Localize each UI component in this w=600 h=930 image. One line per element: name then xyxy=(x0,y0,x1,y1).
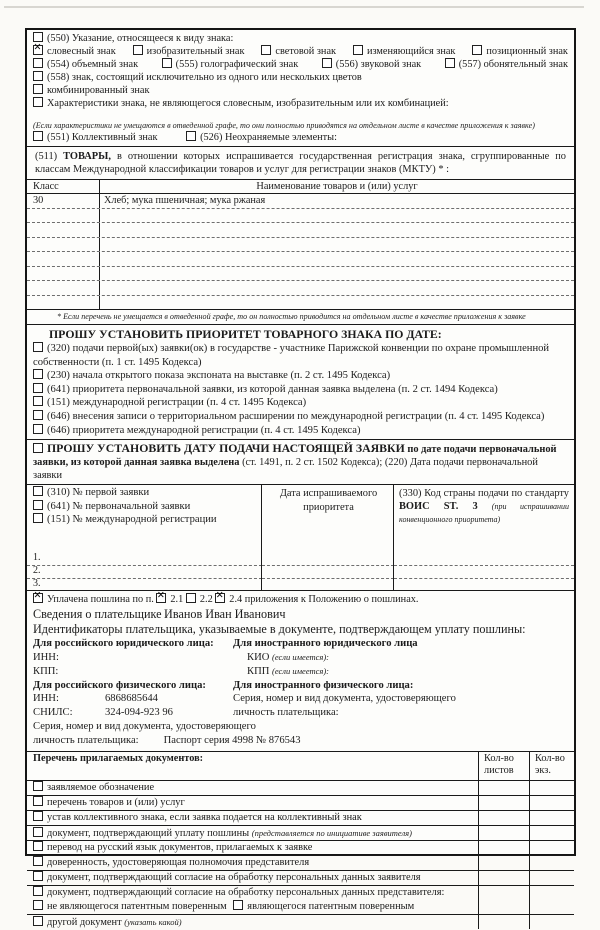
label-641-number: (641) № первоначальной заявки xyxy=(47,500,191,512)
doc-row-goods-list xyxy=(27,795,574,810)
section-mark-type xyxy=(27,30,574,146)
goods-col-name-header: Наименование товаров и (или) услуг xyxy=(256,181,418,192)
label-doc-other: другой документ xyxy=(47,916,122,928)
payer-ids-heading: Идентификаторы плательщика, указываемые в документе, подтверждающем уплату пошлины: xyxy=(33,622,526,637)
doc-row-other xyxy=(27,914,574,929)
checkbox-priority-151[interactable] xyxy=(33,396,43,406)
kio-note: (если имеется): xyxy=(272,651,330,662)
option-555 xyxy=(162,58,299,71)
checkbox-combined-mark[interactable] xyxy=(33,84,43,94)
section-goods xyxy=(27,146,574,324)
doc-row-fee-payment xyxy=(27,825,574,840)
goods-empty-row[interactable] xyxy=(27,281,574,296)
documents-heading: Перечень прилагаемых документов: xyxy=(27,752,479,780)
goods-name-value: Хлеб; мука пшеничная; мука ржаная xyxy=(104,195,266,206)
checkbox-557[interactable] xyxy=(445,58,455,68)
inn-line xyxy=(33,651,233,665)
checkbox-fee-2-1[interactable] xyxy=(156,593,166,603)
option-551 xyxy=(33,132,158,143)
kpp-line xyxy=(33,665,233,679)
copies-cell[interactable] xyxy=(530,795,574,810)
copies-cell[interactable] xyxy=(530,855,574,870)
checkbox-558[interactable] xyxy=(33,71,43,81)
line-combined xyxy=(33,84,568,97)
country-code-standard: ВОИС ST. 3 xyxy=(399,501,478,513)
sheets-cell[interactable] xyxy=(479,795,530,810)
checkbox-changing-mark[interactable] xyxy=(353,45,363,55)
label-not-patent-attorney: не являющегося патентным поверенным xyxy=(47,900,227,912)
ru-legal-col xyxy=(33,637,233,720)
sheets-cell[interactable] xyxy=(479,885,530,914)
label-doc-charter: устав коллективного знака, если заявка подается на коллективный знак xyxy=(47,811,362,823)
payer-label: Сведения о плательщике xyxy=(33,607,162,622)
section-documents xyxy=(27,751,574,929)
label-555: (555) голографический знак xyxy=(175,59,299,70)
label-doc-designation: заявляемое обозначение xyxy=(47,781,155,793)
label-position-mark: позиционный знак xyxy=(486,46,568,57)
label-changing-mark: изменяющийся знак xyxy=(366,46,456,57)
checkbox-555[interactable] xyxy=(162,58,172,68)
mark-kinds-row-1 xyxy=(33,45,568,58)
ru-legal-heading: Для российского юридического лица: xyxy=(33,638,214,650)
label-doc-fee-payment: документ, подтверждающий уплату пошлины xyxy=(47,827,250,839)
copies-cell[interactable] xyxy=(530,781,574,795)
checkbox-word-mark[interactable] xyxy=(33,45,43,55)
goods-code: (511) xyxy=(35,151,58,162)
snils-label: СНИЛС: xyxy=(33,707,73,719)
checkbox-light-mark[interactable] xyxy=(261,45,271,55)
kpp-label: КПП: xyxy=(33,665,59,677)
label-combined-mark: комбинированный знак xyxy=(47,85,150,96)
characteristics-note: (Если характеристики не умещаются в отведенной графе, то они полностью приводятся на отдельном листе в качестве приложения к заявке) xyxy=(33,121,535,130)
option-position-mark xyxy=(472,45,568,58)
filing-date-rest: (ст. 1491, п. 2 ст. 1502 Кодекса); (220) Дата подачи первоначальной заявки xyxy=(33,457,538,482)
snils-line xyxy=(33,706,233,720)
priority-table-row-3[interactable] xyxy=(27,577,574,590)
checkbox-310[interactable] xyxy=(33,486,43,496)
sheets-cell[interactable] xyxy=(479,825,530,840)
goods-empty-row[interactable] xyxy=(27,209,574,224)
goods-empty-row[interactable] xyxy=(27,252,574,267)
checkbox-not-patent-attorney[interactable] xyxy=(33,900,43,910)
checkbox-526-disclaimed[interactable] xyxy=(186,131,196,141)
checkbox-doc-applicant-consent[interactable] xyxy=(33,871,43,881)
doc-row-applicant-consent xyxy=(27,870,574,885)
label-figurative-mark: изобразительный знак xyxy=(146,46,245,57)
copies-cell[interactable] xyxy=(530,870,574,885)
label-526: (526) Неохраняемые элементы: xyxy=(200,132,337,143)
ru-individual-heading: Для российского физического лица: xyxy=(33,679,206,691)
sheets-cell[interactable] xyxy=(479,810,530,825)
filing-date-bold-large: ПРОШУ УСТАНОВИТЬ ДАТУ ПОДАЧИ НАСТОЯЩЕЙ ЗАЯВКИ xyxy=(47,441,405,456)
label-556: (556) звуковой знак xyxy=(335,59,422,70)
line-558 xyxy=(33,71,568,84)
priority-row-number: 1. xyxy=(27,551,262,566)
fee-paid-label: Уплачена пошлина по п. xyxy=(47,594,154,606)
kio-line xyxy=(233,651,568,665)
characteristics-blank-space[interactable] xyxy=(33,110,568,120)
section-fee-payer xyxy=(27,590,574,751)
foreign-col xyxy=(233,637,568,720)
checkbox-priority-646-intl[interactable] xyxy=(33,424,43,434)
goods-col-class-header: Класс xyxy=(27,180,100,193)
checkbox-doc-power-of-attorney[interactable] xyxy=(33,856,43,866)
option-light-mark xyxy=(261,45,336,58)
label-patent-attorney: являющегося патентным поверенным xyxy=(247,900,415,912)
checkbox-priority-641[interactable] xyxy=(33,383,43,393)
trademark-application-form xyxy=(25,28,576,928)
payer-line xyxy=(33,607,568,622)
section-priority xyxy=(27,324,574,439)
country-code-cell[interactable] xyxy=(394,577,574,591)
priority-item-641 xyxy=(33,383,568,397)
copies-cell[interactable] xyxy=(530,885,574,914)
foreign-legal-heading: Для иностранного юридического лица xyxy=(233,638,418,650)
goods-empty-row[interactable] xyxy=(27,238,574,253)
goods-row-filled[interactable] xyxy=(27,194,574,209)
documents-table-header xyxy=(27,752,574,781)
priority-row-number: 2. xyxy=(27,564,262,579)
checkbox-550[interactable] xyxy=(33,32,43,42)
doc-row-representative-consent xyxy=(27,885,574,914)
inn2-label: ИНН: xyxy=(33,693,59,705)
pt-item-310 xyxy=(33,486,257,500)
checkbox-fee-paid[interactable] xyxy=(33,593,43,603)
pt-item-151 xyxy=(33,513,257,527)
checkbox-fee-2-4[interactable] xyxy=(215,593,225,603)
passport-value[interactable]: Паспорт серия 4998 № 876543 xyxy=(163,735,301,747)
snils-value[interactable]: 324-094-923 96 xyxy=(105,707,173,719)
priority-table-header xyxy=(27,485,574,551)
fee-line xyxy=(33,593,568,606)
kio-label: КИО xyxy=(247,651,270,663)
inn2-value[interactable]: 6868685644 xyxy=(105,693,158,705)
goods-empty-row[interactable] xyxy=(27,267,574,282)
checkbox-fee-2-2[interactable] xyxy=(186,593,196,603)
checkbox-doc-charter[interactable] xyxy=(33,811,43,821)
goods-footnote: * Если перечень не умещается в отведенной графе, то он полностью приводится на отдельном листе в качестве приложения к заявке xyxy=(27,309,574,324)
col-sheets-header: Кол-во листов xyxy=(479,752,530,780)
checkbox-characteristics[interactable] xyxy=(33,97,43,107)
line-551-526 xyxy=(33,131,568,144)
checkbox-priority-320[interactable] xyxy=(33,342,43,352)
label-551: (551) Коллективный знак xyxy=(47,132,158,143)
priority-table-col1 xyxy=(27,485,262,551)
kpp2-note: (если имеется): xyxy=(272,665,330,676)
label-310: (310) № первой заявки xyxy=(47,487,150,499)
option-changing-mark xyxy=(353,45,455,58)
goods-intro-paragraph xyxy=(33,149,568,179)
label-priority-646b: (646) приоритета международной регистрации (п. 4 ст. 1495 Кодекса) xyxy=(47,424,361,436)
checkbox-doc-translation[interactable] xyxy=(33,841,43,851)
checkbox-doc-representative-consent[interactable] xyxy=(33,886,43,896)
priority-table xyxy=(27,485,574,590)
goods-table xyxy=(27,179,574,309)
label-557: (557) обонятельный знак xyxy=(458,59,568,70)
checkbox-doc-fee-payment[interactable] xyxy=(33,827,43,837)
label-doc-goods-list: перечень товаров и (или) услуг xyxy=(47,796,185,808)
doc-row-designation xyxy=(27,781,574,795)
copies-cell[interactable] xyxy=(530,810,574,825)
checkbox-641-number[interactable] xyxy=(33,500,43,510)
fee-suffix: приложения к Положению о пошлинах. xyxy=(244,594,419,606)
label-550: (550) Указание, относящееся к виду знака: xyxy=(47,33,234,44)
option-word-mark xyxy=(33,45,116,58)
label-priority-646a: (646) внесения записи о территориальном расширении по международной регистрации (п. 4 ст. 1495 Кодекса) xyxy=(47,410,545,422)
label-554: (554) объемный знак xyxy=(47,59,139,70)
filing-date-text xyxy=(33,442,568,482)
label-doc-translation: перевод на русский язык документов, прилагаемых к заявке xyxy=(47,841,313,853)
copies-cell[interactable] xyxy=(530,825,574,840)
ru-doc-line1: Серия, номер и вид документа, удостоверяющего xyxy=(33,720,256,732)
checkbox-151-number[interactable] xyxy=(33,513,43,523)
checkbox-551-collective[interactable] xyxy=(33,131,43,141)
label-doc-representative-consent: документ, подтверждающий согласие на обработку персональных данных представителя: xyxy=(47,886,445,898)
payer-name-value[interactable]: Иванов Иван Иванович xyxy=(164,607,286,622)
foreign-doc-line1: Серия, номер и вид документа, удостоверяющего xyxy=(233,693,456,705)
country-code-column-header xyxy=(394,485,574,551)
sheets-cell[interactable] xyxy=(479,870,530,885)
fee-2-4-label: 2.4 xyxy=(229,594,243,606)
label-word-mark: словесный знак xyxy=(47,46,116,57)
fee-2-2-label: 2.2 xyxy=(199,594,213,606)
checkbox-doc-designation[interactable] xyxy=(33,781,43,791)
documents-table xyxy=(27,752,574,929)
line-550 xyxy=(33,32,568,45)
note-doc-other: (указать какой) xyxy=(124,916,182,927)
label-doc-applicant-consent: документ, подтверждающий согласие на обработку персональных данных заявителя xyxy=(47,871,421,883)
checkbox-patent-attorney[interactable] xyxy=(233,900,243,910)
ru-doc-label: личность плательщика: xyxy=(33,735,139,747)
pt-item-641 xyxy=(33,500,257,514)
checkbox-doc-other[interactable] xyxy=(33,916,43,926)
doc-row-charter xyxy=(27,810,574,825)
checkbox-554[interactable] xyxy=(33,58,43,68)
priority-item-646b xyxy=(33,424,568,438)
priority-heading: ПРОШУ УСТАНОВИТЬ ПРИОРИТЕТ ТОВАРНОГО ЗНАКА ПО ДАТЕ: xyxy=(49,327,442,341)
priority-item-646a xyxy=(33,410,568,424)
col-copies-header: Кол-во экз. xyxy=(535,752,565,777)
goods-table-header xyxy=(27,180,574,194)
scan-artifact-line xyxy=(4,6,584,8)
label-light-mark: световой знак xyxy=(275,46,337,57)
label-priority-151: (151) международной регистрации (п. 4 ст. 1495 Кодекса) xyxy=(47,397,307,409)
goods-empty-row[interactable] xyxy=(27,296,574,310)
option-554 xyxy=(33,58,138,71)
filing-date-bold: по дате подачи первоначальной заявки, из которой данная заявка выделена xyxy=(33,444,557,469)
checkbox-doc-goods-list[interactable] xyxy=(33,796,43,806)
label-priority-230: (230) начала открытого показа экспоната на выставке (п. 2 ст. 1495 Кодекса) xyxy=(47,370,391,382)
option-557 xyxy=(445,58,568,71)
goods-title-rest: в отношении которых испрашивается государственная регистрация знака, сгруппированные по классам Международной классификации товаров и услуг для регистрации знаков (МКТУ) * : xyxy=(35,151,566,175)
label-doc-power-of-attorney: доверенность, удостоверяющая полномочия представителя xyxy=(47,856,310,868)
label-priority-320: (320) подачи первой(ых) заявки(ок) в государстве - участнике Парижской конвенции по охране промышленной собственности (п. 1 ст. 1495 Кодекса) xyxy=(33,343,550,368)
kpp2-label: КПП xyxy=(247,665,270,677)
priority-table-row-1[interactable] xyxy=(27,551,574,564)
checkbox-556[interactable] xyxy=(322,58,332,68)
doc-row-translation xyxy=(27,840,574,855)
checkbox-figurative-mark[interactable] xyxy=(133,45,143,55)
priority-date-column-header: Дата испрашиваемого приоритета xyxy=(262,485,394,551)
sheets-cell[interactable] xyxy=(479,840,530,855)
country-code-text: (330) Код страны подачи по стандарту xyxy=(399,488,569,500)
option-526 xyxy=(186,132,337,143)
copies-cell[interactable] xyxy=(530,840,574,855)
sheets-cell[interactable] xyxy=(479,914,530,929)
goods-title-bold: ТОВАРЫ, xyxy=(63,151,111,162)
label-characteristics: Характеристики знака, не являющегося словесным, изобразительным или их комбинацией: xyxy=(47,98,449,109)
note-doc-fee-payment: (представляется по инициативе заявителя) xyxy=(251,827,412,838)
goods-empty-row[interactable] xyxy=(27,223,574,238)
payer-ids-grid xyxy=(33,637,568,720)
priority-table-row-2[interactable] xyxy=(27,564,574,577)
doc-row-power-of-attorney xyxy=(27,855,574,870)
inn-label: ИНН: xyxy=(33,651,59,663)
label-priority-641: (641) приоритета первоначальной заявки, из которой данная заявка выделена (п. 2 ст. 1494 Кодекса) xyxy=(47,383,498,395)
copies-cell[interactable] xyxy=(530,914,574,929)
section-priority-table xyxy=(27,484,574,590)
priority-item-230 xyxy=(33,369,568,383)
inn2-line xyxy=(33,692,233,706)
foreign-individual-heading: Для иностранного физического лица: xyxy=(233,679,414,691)
country-code-note: (при испрашивании конвенционного приоритета) xyxy=(399,502,569,525)
goods-class-value: 30 xyxy=(27,194,100,208)
sheets-cell[interactable] xyxy=(479,781,530,795)
line-characteristics xyxy=(33,97,568,110)
checkbox-position-mark[interactable] xyxy=(472,45,482,55)
priority-date-cell[interactable] xyxy=(262,577,394,591)
priority-item-151 xyxy=(33,396,568,410)
checkbox-filing-date[interactable] xyxy=(33,443,43,453)
ru-doc-line2 xyxy=(33,734,568,748)
checkbox-priority-646-extension[interactable] xyxy=(33,410,43,420)
label-558: (558) знак, состоящий исключительно из одного или нескольких цветов xyxy=(47,72,362,83)
mark-kinds-row-2 xyxy=(33,58,568,71)
checkbox-priority-230[interactable] xyxy=(33,369,43,379)
fee-2-1-label: 2.1 xyxy=(170,594,184,606)
foreign-doc-line2: личность плательщика: xyxy=(233,707,339,719)
label-151-number: (151) № международной регистрации xyxy=(47,514,217,526)
sheets-cell[interactable] xyxy=(479,855,530,870)
option-556 xyxy=(322,58,421,71)
priority-item-320 xyxy=(33,342,568,369)
section-filing-date xyxy=(27,439,574,484)
kpp2-line xyxy=(233,665,568,679)
option-figurative-mark xyxy=(133,45,245,58)
priority-row-number: 3. xyxy=(27,577,262,591)
